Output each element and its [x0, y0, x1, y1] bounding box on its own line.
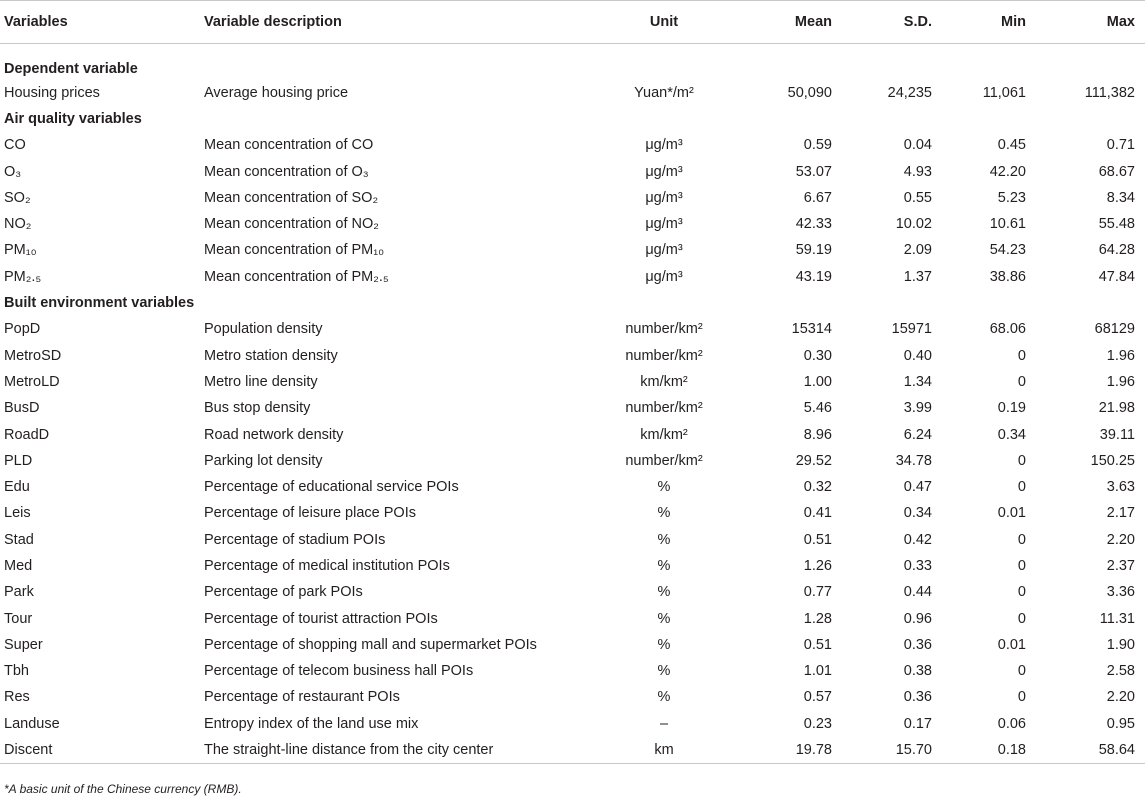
header-sd: S.D. — [842, 1, 942, 44]
unit-cell: % — [657, 610, 671, 627]
variable-cell: Super — [4, 636, 43, 653]
table-row — [0, 474, 1145, 500]
max-cell: 3.63 — [1106, 479, 1135, 496]
unit-cell: km/km² — [640, 373, 688, 390]
max-cell: 21.98 — [1098, 400, 1135, 417]
table-row — [0, 579, 1145, 605]
variable-cell: Tour — [4, 610, 33, 627]
unit-cell: μg/m³ — [645, 216, 683, 233]
sd-cell: 0.36 — [903, 636, 932, 653]
description-cell: Mean concentration of SO₂ — [204, 189, 379, 206]
description-cell: Percentage of tourist attraction POIs — [204, 610, 438, 627]
description-cell: Mean concentration of CO — [204, 137, 374, 154]
variable-cell: PM₂.₅ — [4, 268, 42, 285]
unit-cell: % — [657, 531, 671, 548]
table-row — [0, 342, 1145, 368]
min-cell: 5.23 — [997, 189, 1026, 206]
variable-cell: Housing prices — [4, 84, 100, 101]
description-cell: Percentage of park POIs — [204, 584, 363, 601]
max-cell: 2.17 — [1106, 505, 1135, 522]
description-cell: Road network density — [204, 426, 344, 443]
max-cell: 47.84 — [1098, 268, 1135, 285]
sd-cell: 0.96 — [903, 610, 932, 627]
min-cell: 42.20 — [989, 163, 1026, 180]
sd-cell: 0.44 — [903, 584, 932, 601]
table-row — [0, 80, 1145, 106]
sd-cell: 0.38 — [903, 663, 932, 680]
sd-cell: 3.99 — [903, 400, 932, 417]
table-row — [0, 605, 1145, 631]
description-cell: Population density — [204, 321, 323, 338]
sd-cell: 0.55 — [903, 189, 932, 206]
variable-cell: Med — [4, 557, 33, 574]
mean-cell: 8.96 — [803, 426, 832, 443]
mean-cell: 19.78 — [732, 737, 842, 763]
description-cell: Percentage of leisure place POIs — [204, 505, 416, 522]
header-variables: Variables — [0, 1, 204, 44]
variable-cell: CO — [4, 137, 26, 154]
mean-cell: 0.51 — [803, 531, 832, 548]
variable-cell: Res — [4, 689, 30, 706]
description-cell: Percentage of shopping mall and supermarket POIs — [204, 636, 537, 653]
unit-cell: μg/m³ — [645, 163, 683, 180]
description-cell: Percentage of educational service POIs — [204, 479, 459, 496]
max-cell: 0.95 — [1106, 715, 1135, 732]
unit-cell: number/km² — [625, 400, 703, 417]
max-cell: 150.25 — [1090, 452, 1135, 469]
min-cell: 0.01 — [997, 505, 1026, 522]
max-cell: 55.48 — [1098, 216, 1135, 233]
section-title: Dependent variable — [4, 60, 138, 77]
mean-cell: 42.33 — [795, 216, 832, 233]
min-cell: 0 — [1017, 663, 1026, 680]
variable-cell: Edu — [4, 479, 30, 496]
unit-cell: – — [659, 715, 669, 732]
section-title: Built environment variables — [4, 295, 195, 312]
min-cell: 0.06 — [997, 715, 1026, 732]
unit-cell: km — [596, 737, 732, 763]
unit-cell: % — [657, 505, 671, 522]
mean-cell: 0.57 — [803, 689, 832, 706]
description-cell: Mean concentration of NO₂ — [204, 216, 379, 233]
variable-cell: Stad — [4, 531, 34, 548]
min-cell: 0 — [1017, 610, 1026, 627]
mean-cell: 0.23 — [803, 715, 832, 732]
table-row — [0, 395, 1145, 421]
variable-cell: Leis — [4, 505, 31, 522]
min-cell: 0 — [1017, 373, 1026, 390]
table-row — [0, 316, 1145, 342]
mean-cell: 0.59 — [803, 137, 832, 154]
description-cell: Entropy index of the land use mix — [204, 715, 419, 732]
section-header-row — [0, 290, 1145, 316]
max-cell: 68129 — [1094, 321, 1135, 338]
max-cell: 0.71 — [1106, 137, 1135, 154]
min-cell: 0 — [1017, 531, 1026, 548]
header-unit: Unit — [596, 1, 732, 44]
sd-cell: 0.42 — [903, 531, 932, 548]
variable-cell: SO₂ — [4, 189, 31, 206]
unit-cell: % — [657, 479, 671, 496]
table-row — [0, 711, 1145, 737]
variable-cell: Tbh — [4, 663, 29, 680]
mean-cell: 0.77 — [803, 584, 832, 601]
unit-cell: number/km² — [625, 321, 703, 338]
section-title: Air quality variables — [4, 110, 142, 127]
header-min: Min — [942, 1, 1036, 44]
max-cell: 111,382 — [1084, 84, 1135, 101]
variable-cell: RoadD — [4, 426, 50, 443]
max-cell: 2.20 — [1106, 531, 1135, 548]
table-row — [0, 684, 1145, 710]
table-row — [0, 553, 1145, 579]
min-cell: 10.61 — [989, 216, 1026, 233]
mean-cell: 0.30 — [803, 347, 832, 364]
description-cell: Metro line density — [204, 373, 318, 390]
table-row — [0, 421, 1145, 447]
variable-cell: Landuse — [4, 715, 60, 732]
description-cell: Mean concentration of PM₁₀ — [204, 242, 385, 259]
min-cell: 0 — [1017, 479, 1026, 496]
mean-cell: 5.46 — [803, 400, 832, 417]
header-description: Variable description — [204, 1, 596, 44]
table-row — [0, 211, 1145, 237]
mean-cell: 6.67 — [803, 189, 832, 206]
sd-cell: 34.78 — [895, 452, 932, 469]
min-cell: 0 — [1017, 452, 1026, 469]
description-cell: Bus stop density — [204, 400, 311, 417]
description-cell: Percentage of restaurant POIs — [204, 689, 400, 706]
variable-cell: BusD — [4, 400, 40, 417]
description-cell: Percentage of telecom business hall POIs — [204, 663, 474, 680]
unit-cell: number/km² — [625, 347, 703, 364]
max-cell: 39.11 — [1099, 426, 1135, 443]
table-row — [0, 132, 1145, 158]
unit-cell: % — [657, 689, 671, 706]
variable-cell: Park — [4, 584, 34, 601]
header-mean: Mean — [732, 1, 842, 44]
table-row — [0, 237, 1145, 263]
mean-cell: 50,090 — [787, 84, 832, 101]
variable-cell: PLD — [4, 452, 33, 469]
max-cell: 2.58 — [1106, 663, 1135, 680]
description-cell: Percentage of stadium POIs — [204, 531, 386, 548]
sd-cell: 10.02 — [895, 216, 932, 233]
mean-cell: 0.32 — [803, 479, 832, 496]
max-cell: 8.34 — [1106, 189, 1135, 206]
variable-cell: O₃ — [4, 163, 22, 180]
max-cell: 1.96 — [1106, 373, 1135, 390]
table-footnote: *A basic unit of the Chinese currency (RMB). — [4, 782, 242, 796]
sd-cell: 0.47 — [903, 479, 932, 496]
sd-cell: 1.34 — [903, 373, 932, 390]
unit-cell: number/km² — [625, 452, 703, 469]
max-cell: 3.36 — [1106, 584, 1135, 601]
sd-cell: 2.09 — [903, 242, 932, 259]
min-cell: 0.19 — [997, 400, 1026, 417]
unit-cell: % — [657, 557, 671, 574]
sd-cell: 0.36 — [903, 689, 932, 706]
table-row — [0, 448, 1145, 474]
min-cell: 0.34 — [997, 426, 1026, 443]
sd-cell: 0.33 — [903, 557, 932, 574]
mean-cell: 1.01 — [803, 663, 832, 680]
unit-cell: % — [657, 584, 671, 601]
sd-cell: 24,235 — [887, 84, 932, 101]
mean-cell: 1.26 — [803, 557, 832, 574]
section-header-row — [0, 106, 1145, 132]
table-row — [0, 369, 1145, 395]
mean-cell: 0.41 — [803, 505, 832, 522]
table-row — [0, 527, 1145, 553]
max-cell: 2.37 — [1106, 557, 1135, 574]
min-cell: 0 — [1017, 584, 1026, 601]
unit-cell: μg/m³ — [645, 189, 683, 206]
variable-cell: NO₂ — [4, 216, 32, 233]
variable-cell: MetroLD — [4, 373, 60, 390]
description-cell: Average housing price — [204, 84, 349, 101]
variable-cell: PopD — [4, 321, 41, 338]
mean-cell: 59.19 — [795, 242, 832, 259]
sd-cell: 4.93 — [903, 163, 932, 180]
mean-cell: 29.52 — [795, 452, 832, 469]
min-cell: 11,061 — [982, 84, 1026, 101]
table-row — [0, 158, 1145, 184]
unit-cell: km/km² — [640, 426, 688, 443]
mean-cell: 43.19 — [795, 268, 832, 285]
description-cell: Mean concentration of PM₂.₅ — [204, 268, 389, 285]
min-cell: 0.45 — [997, 137, 1026, 154]
variable-cell: Discent — [0, 737, 204, 763]
description-cell: Percentage of medical institution POIs — [204, 557, 450, 574]
sd-cell: 0.04 — [903, 137, 932, 154]
description-cell: Parking lot density — [204, 452, 323, 469]
min-cell: 68.06 — [989, 321, 1026, 338]
min-cell: 54.23 — [989, 242, 1026, 259]
unit-cell: Yuan*/m² — [634, 84, 694, 101]
table-row — [0, 185, 1145, 211]
min-cell: 38.86 — [989, 268, 1026, 285]
min-cell: 0 — [1017, 557, 1026, 574]
unit-cell: μg/m³ — [645, 242, 683, 259]
sd-cell: 15971 — [891, 321, 932, 338]
mean-cell: 15314 — [791, 321, 832, 338]
min-cell: 0.18 — [942, 737, 1036, 763]
max-cell: 1.96 — [1106, 347, 1135, 364]
max-cell: 58.64 — [1036, 737, 1145, 763]
mean-cell: 1.28 — [803, 610, 832, 627]
min-cell: 0 — [1017, 347, 1026, 364]
sd-cell: 15.70 — [842, 737, 942, 763]
variable-cell: MetroSD — [4, 347, 62, 364]
unit-cell: % — [657, 636, 671, 653]
max-cell: 64.28 — [1098, 242, 1135, 259]
max-cell: 2.20 — [1106, 689, 1135, 706]
sd-cell: 0.34 — [903, 505, 932, 522]
unit-cell: % — [657, 663, 671, 680]
max-cell: 1.90 — [1106, 636, 1135, 653]
mean-cell: 53.07 — [795, 163, 832, 180]
unit-cell: μg/m³ — [645, 268, 683, 285]
description-cell: Metro station density — [204, 347, 338, 364]
description-cell: The straight-line distance from the city center — [204, 737, 596, 763]
header-max: Max — [1036, 1, 1145, 44]
sd-cell: 6.24 — [903, 426, 932, 443]
table-row — [0, 500, 1145, 526]
sd-cell: 0.17 — [903, 715, 932, 732]
mean-cell: 1.00 — [803, 373, 832, 390]
table-body — [0, 44, 1145, 764]
sd-cell: 0.40 — [903, 347, 932, 364]
min-cell: 0.01 — [997, 636, 1026, 653]
max-cell: 11.31 — [1099, 610, 1135, 627]
table-row — [0, 632, 1145, 658]
min-cell: 0 — [1017, 689, 1026, 706]
header-row — [0, 1, 1145, 44]
sd-cell: 1.37 — [903, 268, 932, 285]
variable-cell: PM₁₀ — [4, 242, 37, 259]
table-row — [0, 264, 1145, 290]
table-row — [0, 658, 1145, 684]
description-cell: Mean concentration of O₃ — [204, 163, 369, 180]
unit-cell: μg/m³ — [645, 137, 683, 154]
max-cell: 68.67 — [1098, 163, 1135, 180]
section-header-row — [0, 44, 1145, 80]
table-row — [0, 737, 1145, 763]
mean-cell: 0.51 — [803, 636, 832, 653]
